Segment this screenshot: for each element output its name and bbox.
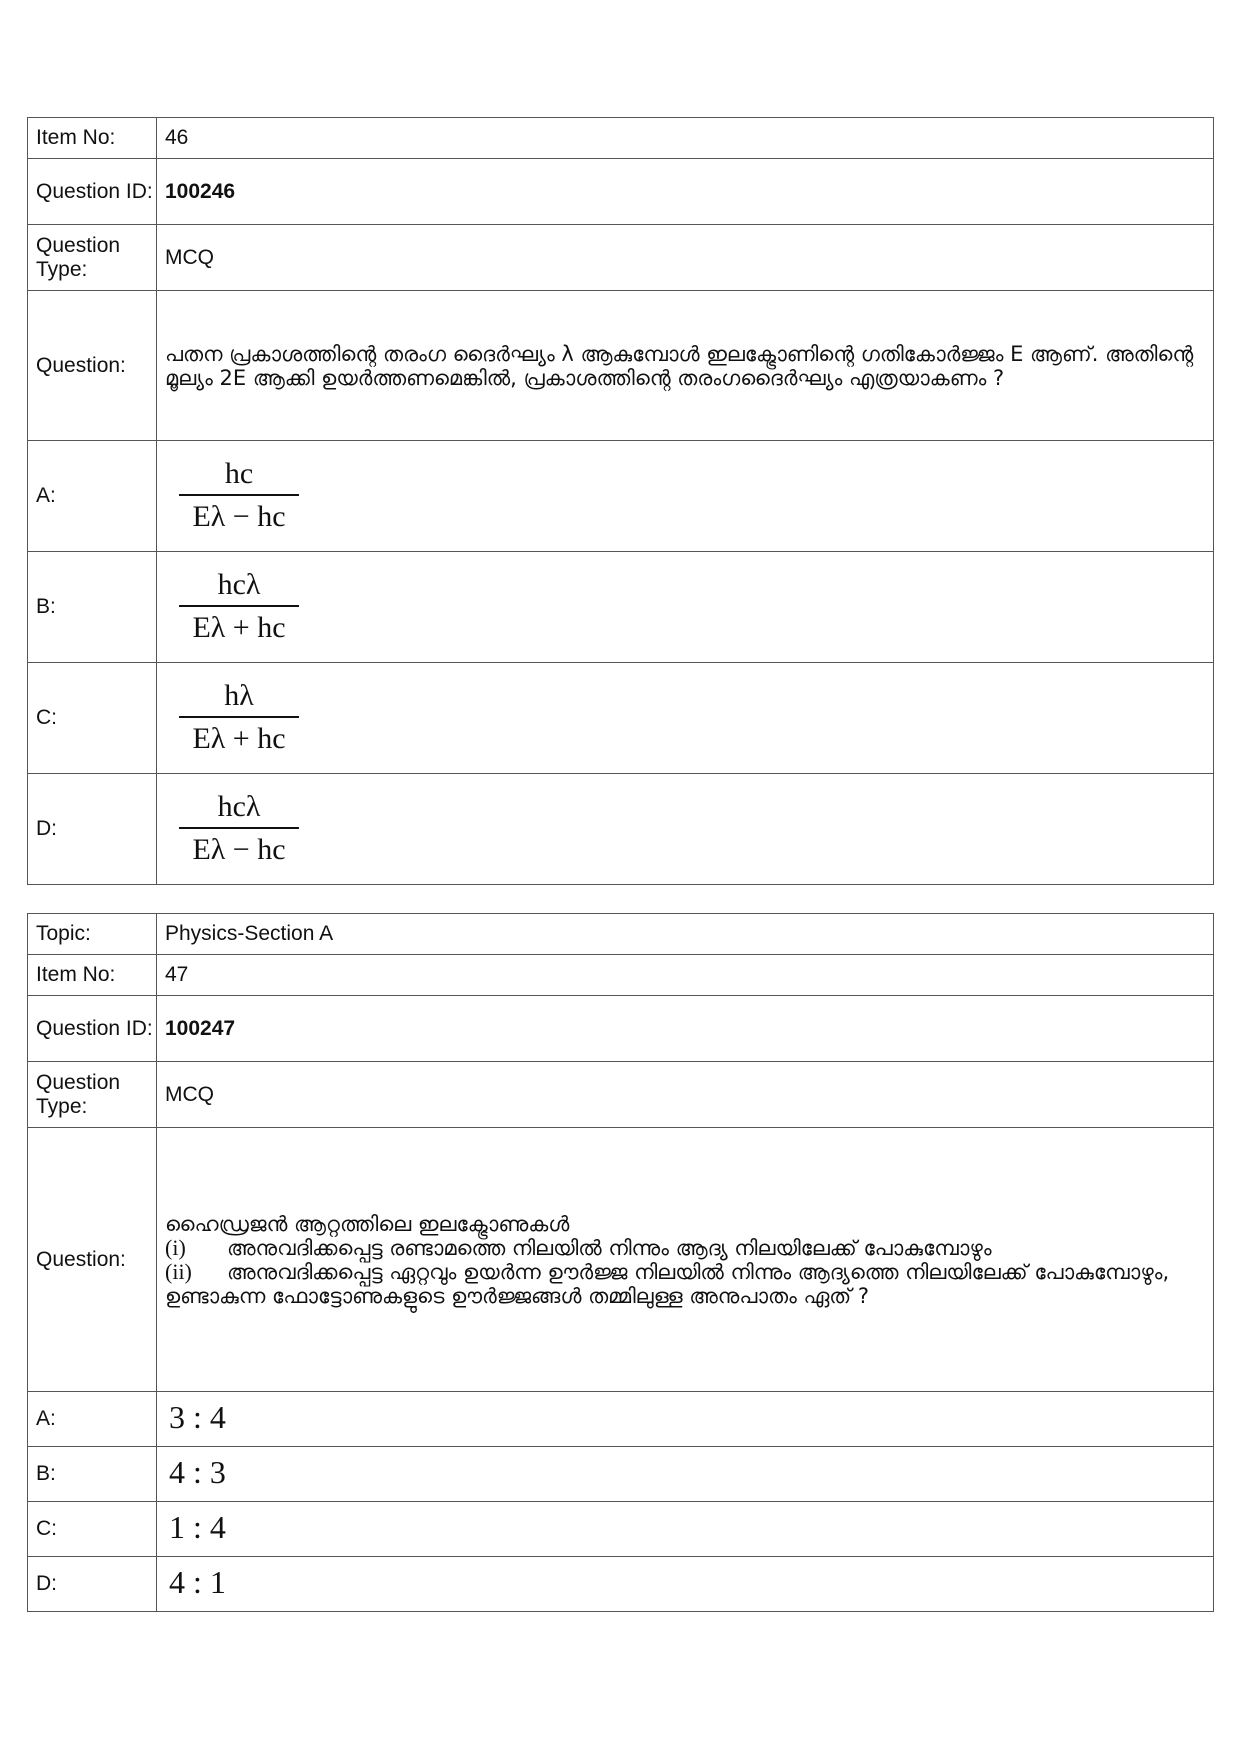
sub-item-text: അനുവദിക്കപ്പെട്ട രണ്ടാമത്തെ നിലയിൽ നിന്നും ആദ്യ നിലയിലേക്ക് പോകുമ്പോഴും [227, 1235, 992, 1260]
item-no-value: 46 [157, 118, 1214, 159]
sub-item [165, 1260, 1213, 1284]
item-no-label: Item No: [28, 118, 157, 159]
sub-item-number: (ii) [165, 1258, 192, 1284]
option-value [157, 663, 1214, 774]
question-id-value: 100246 [157, 159, 1214, 225]
option-value [157, 774, 1214, 885]
question-label: Question: [28, 291, 157, 441]
topic-row [28, 914, 1214, 955]
question-id-value: 100247 [157, 996, 1214, 1062]
option-label: D: [28, 1557, 157, 1612]
question-type-value: MCQ [157, 1062, 1214, 1128]
fraction-numerator: hcλ [217, 790, 261, 823]
option-value [157, 1502, 1214, 1557]
fraction-numerator: hc [224, 457, 254, 490]
question-id-label: Question ID: [28, 159, 157, 225]
fraction-numerator: hλ [224, 679, 254, 712]
option-row [28, 774, 1214, 885]
question-46-table [27, 117, 1214, 885]
question-type-label: Question Type: [28, 225, 157, 291]
option-row [28, 1502, 1214, 1557]
option-label: C: [28, 1502, 157, 1557]
ratio-value: 1 : 4 [169, 1508, 226, 1545]
fraction-denominator: Eλ + hc [192, 611, 286, 644]
sub-item [165, 1236, 1213, 1260]
question-id-label: Question ID: [28, 996, 157, 1062]
option-row [28, 552, 1214, 663]
option-row [28, 1557, 1214, 1612]
question-text [157, 1128, 1214, 1392]
option-row [28, 441, 1214, 552]
fraction [179, 456, 299, 536]
question-label: Question: [28, 1128, 157, 1392]
ratio-value: 3 : 4 [169, 1398, 226, 1435]
option-value [157, 441, 1214, 552]
option-value [157, 552, 1214, 663]
question-text: പതന പ്രകാശത്തിന്റെ തരംഗ ദൈർഘ്യം λ ആകുമ്പോൾ ഇലക്ട്രോണിന്റെ ഗതികോർജ്ജം E ആണ്. അതിന്റെ മൂല്യം 2E ആക്കി ഉയർത്തണമെങ്കിൽ, പ്രകാശത്തിന്റെ തരംഗദൈർഘ്യം എത്രയാകണം ? [157, 291, 1214, 441]
ratio-value: 4 : 3 [169, 1453, 226, 1490]
fraction [179, 789, 299, 869]
item-no-row [28, 955, 1214, 996]
question-row [28, 1128, 1214, 1392]
option-label: B: [28, 1447, 157, 1502]
fraction-denominator: Eλ + hc [192, 722, 286, 755]
question-outro: ഉണ്ടാകുന്ന ഫോട്ടോണുകളുടെ ഊർജ്ജങ്ങൾ തമ്മിലുള്ള അനുപാതം ഏത് ? [165, 1283, 870, 1308]
item-no-label: Item No: [28, 955, 157, 996]
option-row [28, 663, 1214, 774]
option-value [157, 1392, 1214, 1447]
option-value [157, 1447, 1214, 1502]
fraction [179, 678, 299, 758]
question-type-row [28, 1062, 1214, 1128]
topic-value: Physics-Section A [157, 914, 1214, 955]
fraction-denominator: Eλ − hc [192, 500, 286, 533]
option-label: C: [28, 663, 157, 774]
option-label: A: [28, 1392, 157, 1447]
question-47-table [27, 913, 1214, 1612]
fraction [179, 567, 299, 647]
ratio-value: 4 : 1 [169, 1563, 226, 1600]
item-no-row [28, 118, 1214, 159]
question-type-value: MCQ [157, 225, 1214, 291]
option-row [28, 1392, 1214, 1447]
option-label: A: [28, 441, 157, 552]
option-row [28, 1447, 1214, 1502]
question-row [28, 291, 1214, 441]
topic-label: Topic: [28, 914, 157, 955]
option-label: D: [28, 774, 157, 885]
option-label: B: [28, 552, 157, 663]
sub-item-text: അനുവദിക്കപ്പെട്ട ഏറ്റവും ഉയർന്ന ഊർജ്ജ നിലയിൽ നിന്നും ആദ്യത്തെ നിലയിലേക്ക് പോകുമ്പോഴും, [227, 1259, 1170, 1284]
fraction-numerator: hcλ [217, 568, 261, 601]
question-type-label: Question Type: [28, 1062, 157, 1128]
option-value [157, 1557, 1214, 1612]
question-id-row [28, 996, 1214, 1062]
fraction-denominator: Eλ − hc [192, 833, 286, 866]
question-intro: ഹൈഡ്രജൻ ആറ്റത്തിലെ ഇലക്ട്രോണുകൾ [165, 1211, 570, 1236]
item-no-value: 47 [157, 955, 1214, 996]
question-id-row [28, 159, 1214, 225]
sub-item-number: (i) [165, 1234, 186, 1260]
question-type-row [28, 225, 1214, 291]
